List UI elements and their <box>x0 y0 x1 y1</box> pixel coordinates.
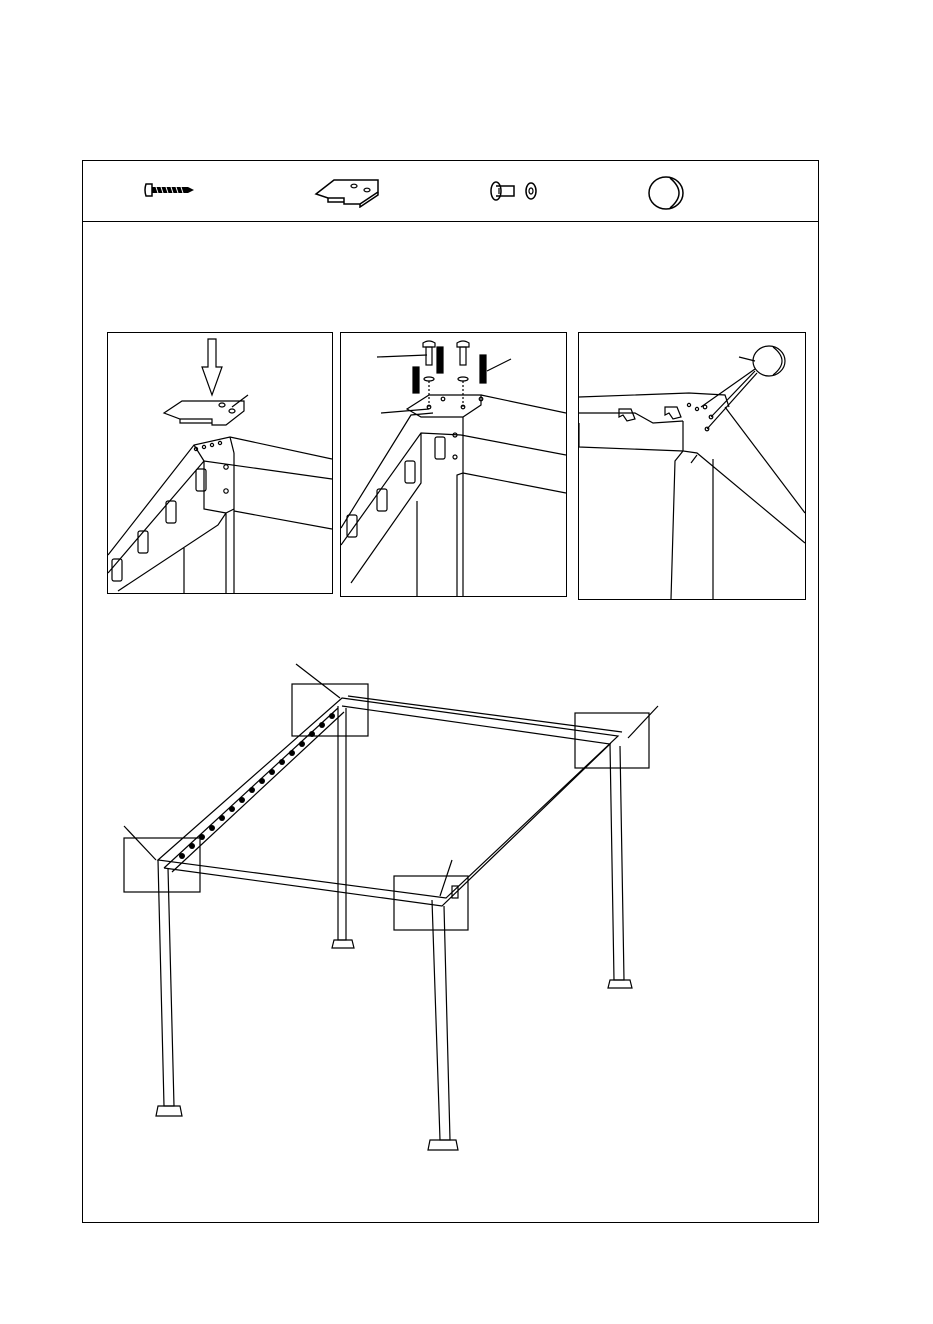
bracket-placement-detail <box>108 333 332 593</box>
bolt-washer-icon <box>488 178 540 204</box>
pergola-frame-overview <box>110 660 670 1160</box>
callout-box-front-right <box>394 876 468 930</box>
parts-row <box>82 160 819 222</box>
screw-fastening-detail <box>341 333 566 596</box>
end-cap-icon <box>646 175 690 211</box>
callout-box-back-left <box>292 684 368 736</box>
cap-placement-detail <box>579 333 805 599</box>
step-panel-3 <box>578 332 806 600</box>
step-panel-1 <box>107 332 333 594</box>
overview-drawing <box>110 660 670 1160</box>
screw-icon <box>144 182 194 198</box>
step-panel-2 <box>340 332 567 597</box>
corner-bracket-icon <box>314 174 380 208</box>
